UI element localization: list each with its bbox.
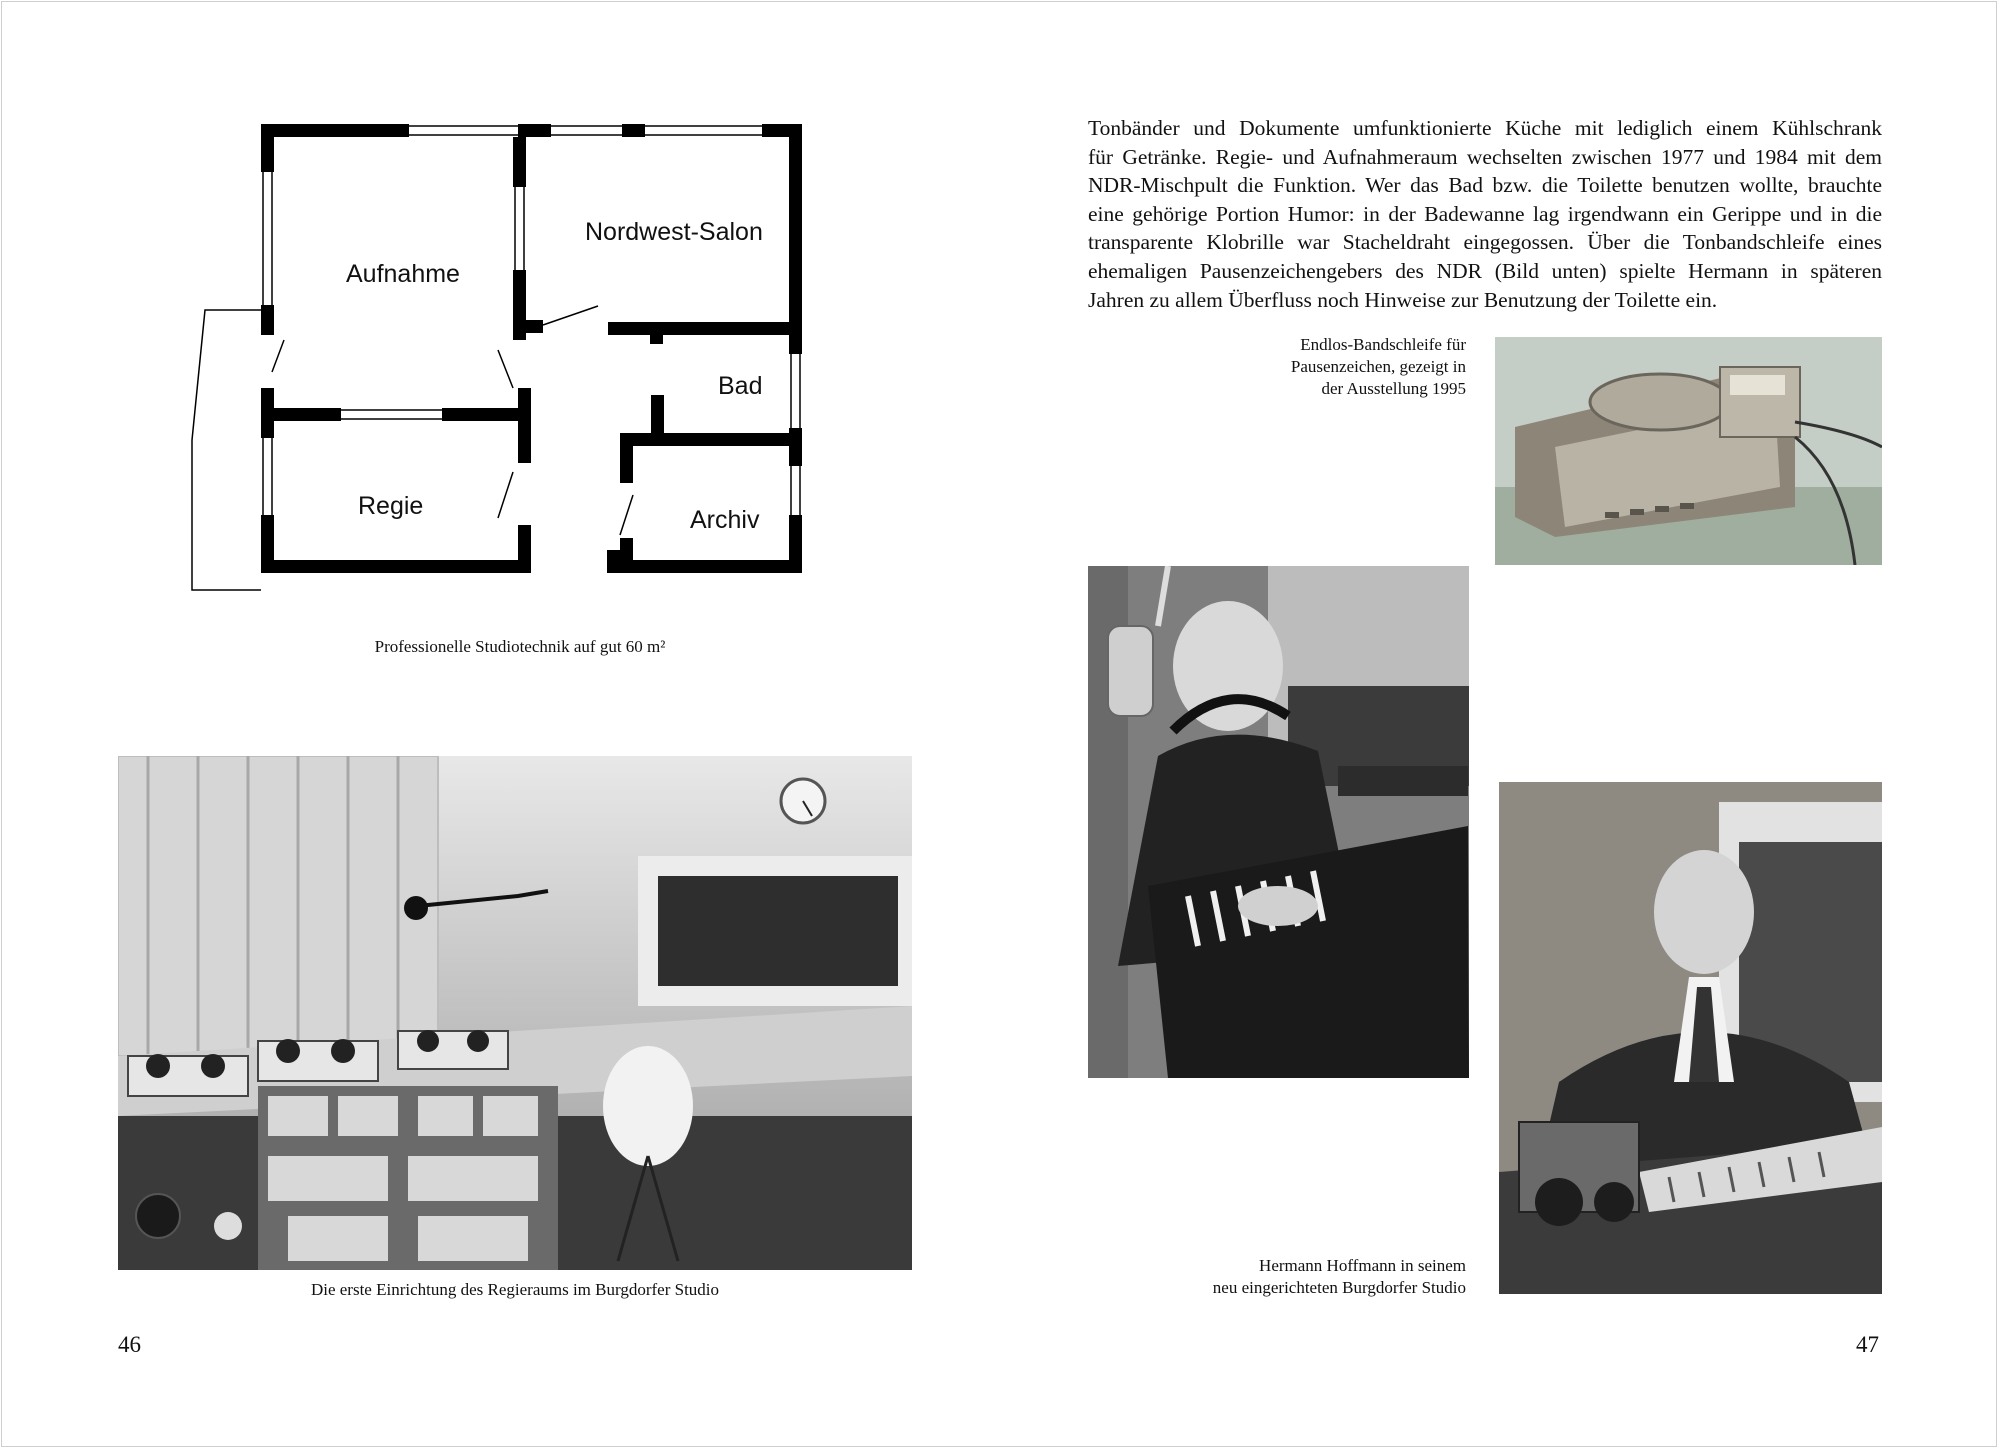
bandschleife-caption	[1170, 334, 1466, 400]
bandschleife-photo	[1495, 337, 1882, 565]
floor-plan-caption: Professionelle Studiotechnik auf gut 60 m²	[374, 637, 666, 656]
hermann-caption	[1170, 1255, 1466, 1299]
paragraph-line: NDR-Mischpult die Funktion. Wer das Bad bzw. die Toilette benutzen wollte, brauchte	[1088, 173, 1882, 198]
paragraph-line: Jahren zu allem Überfluss noch Hinweise zur Benutzung der Toilette ein.	[1088, 287, 1718, 312]
caption-line: Endlos-Bandschleife für	[1300, 335, 1466, 354]
room-label-nordwest-salon: Nordwest-Salon	[585, 218, 763, 246]
paragraph-line: eine gehörige Portion Humor: in der Badewanne lag irgendwann ein Gerippe und in die	[1088, 201, 1882, 226]
hermann-organ-photo	[1088, 566, 1469, 1078]
caption-line: Hermann Hoffmann in seinem	[1259, 1256, 1466, 1275]
body-paragraph	[1088, 114, 1882, 314]
room-label-bad: Bad	[718, 372, 763, 400]
caption-line: Pausenzeichen, gezeigt in	[1290, 357, 1466, 376]
room-label-regie: Regie	[358, 492, 424, 520]
regieraum-caption: Die erste Einrichtung des Regieraums im Burgdorfer Studio	[310, 1280, 720, 1299]
paragraph-line: für Getränke. Regie- und Aufnahmeraum wechselten zwischen 1977 und 1984 mit dem	[1088, 144, 1882, 169]
caption-line: der Ausstellung 1995	[1321, 379, 1466, 398]
room-label-aufnahme: Aufnahme	[346, 260, 460, 288]
paragraph-line: ehemaligen Pausenzeichengebers des NDR (Bild unten) spielte Hermann in späteren	[1088, 258, 1882, 283]
caption-line: neu eingerichteten Burgdorfer Studio	[1212, 1278, 1466, 1297]
floor-plan	[180, 110, 840, 620]
regieraum-photo	[118, 756, 912, 1270]
page-number-right: 47	[1856, 1332, 1879, 1357]
hermann-hoffmann-photo	[1499, 782, 1882, 1294]
paragraph-line: transparente Klobrille war Stacheldraht eingegossen. Über die Tonbandschleife eines	[1088, 230, 1882, 255]
page-number-left: 46	[118, 1332, 141, 1357]
paragraph-line: Tonbänder und Dokumente umfunktionierte Küche mit lediglich einem Kühlschrank	[1088, 116, 1882, 140]
room-label-archiv: Archiv	[690, 506, 760, 534]
